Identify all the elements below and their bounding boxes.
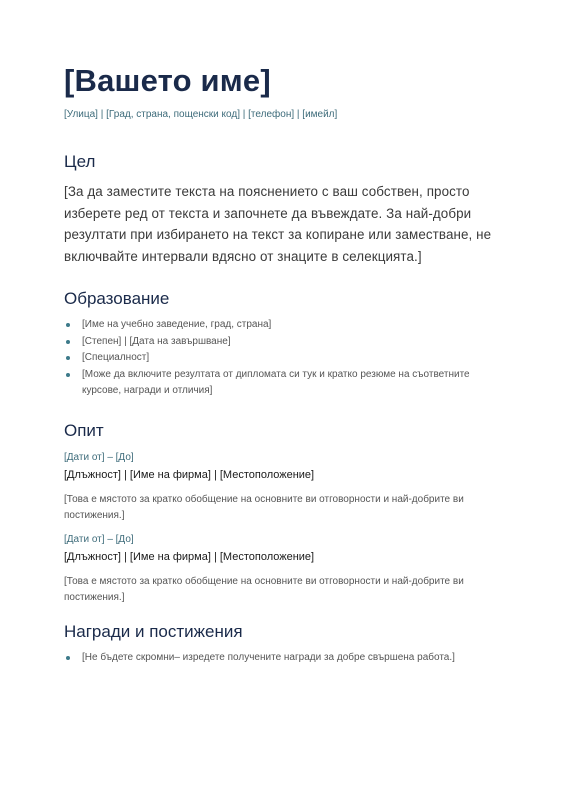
- education-list: [64, 317, 504, 400]
- job-entry: [64, 451, 504, 524]
- experience-heading: Опит: [64, 420, 104, 440]
- bullet-icon: [66, 356, 70, 360]
- contact-street[interactable]: [Улица]: [64, 109, 98, 120]
- objective-text[interactable]: [За да заместите текста на пояснението с ваш собствен, просто изберете ред от текста и започнете да въвеждате. За най-добри резултати при избирането на текст за копиране или заместване, не включвайте интервали вдясно от знаците в селекцията.]: [64, 184, 492, 264]
- contact-separator: |: [100, 109, 104, 120]
- contact-separator: |: [296, 109, 300, 120]
- job-dates[interactable]: [Дати от] – [До]: [64, 533, 134, 545]
- job-title[interactable]: [Длъжност] | [Име на фирма] | [Местоположение]: [64, 468, 315, 481]
- bullet-icon: [66, 373, 70, 377]
- awards-heading: Награди и постижения: [64, 621, 243, 641]
- awards-list: [64, 650, 504, 667]
- bullet-icon: [66, 340, 70, 344]
- education-item-text: [Степен] | [Дата на завършване]: [82, 335, 231, 347]
- job-title[interactable]: [Длъжност] | [Име на фирма] | [Местоположение]: [64, 550, 315, 563]
- education-item-text: [Специалност]: [82, 352, 150, 363]
- award-item-text: [Не бъдете скромни– изредете получените награди за добре свършена работа.]: [82, 651, 455, 663]
- list-item[interactable]: [64, 350, 504, 367]
- list-item[interactable]: [64, 367, 504, 400]
- bullet-icon: [66, 323, 70, 327]
- bullet-icon: [66, 656, 70, 660]
- contact-line: [64, 108, 504, 122]
- education-item-text: [Може да включите резултата от дипломата си тук и кратко резюме на съответните курсове, награди и отличия]: [82, 368, 470, 396]
- job-entry: [64, 533, 504, 606]
- job-dates[interactable]: [Дати от] – [До]: [64, 451, 134, 463]
- contact-phone[interactable]: [телефон]: [248, 109, 295, 120]
- job-description[interactable]: [Това е мястото за кратко обобщение на основните ви отговорности и най-добрите ви постижения.]: [64, 493, 464, 521]
- resume-name[interactable]: [Вашето име]: [64, 63, 271, 98]
- list-item[interactable]: [64, 334, 504, 351]
- list-item[interactable]: [64, 650, 504, 667]
- list-item[interactable]: [64, 317, 504, 334]
- contact-email[interactable]: [имейл]: [302, 109, 338, 120]
- education-item-text: [Име на учебно заведение, град, страна]: [82, 319, 272, 330]
- contact-city[interactable]: [Град, страна, пощенски код]: [106, 109, 240, 120]
- job-description[interactable]: [Това е мястото за кратко обобщение на основните ви отговорности и най-добрите ви постижения.]: [64, 575, 464, 603]
- contact-separator: |: [242, 109, 246, 120]
- objective-heading: Цел: [64, 152, 96, 171]
- education-heading: Образование: [64, 289, 170, 308]
